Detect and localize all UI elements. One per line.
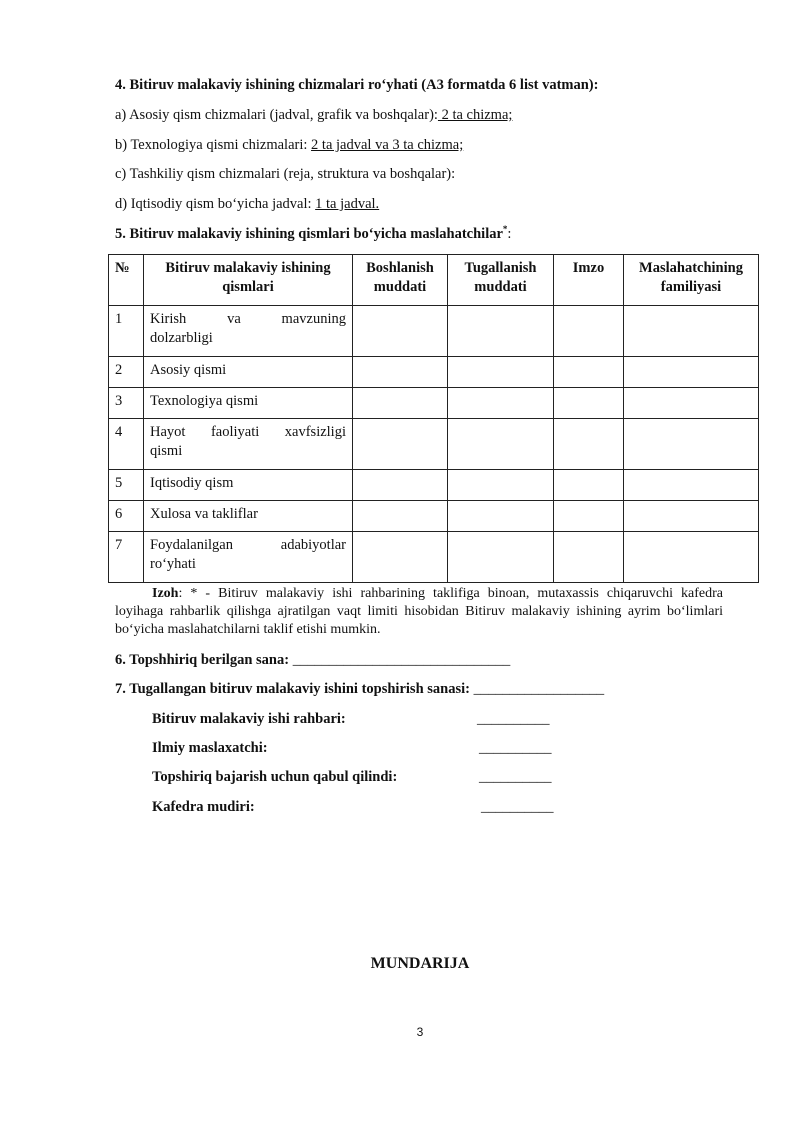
drawing-item-a-value: 2 ta chizma; — [437, 107, 513, 123]
cell-signature[interactable] — [554, 306, 624, 357]
drawing-item-a — [115, 107, 512, 124]
cell-start[interactable] — [353, 357, 448, 388]
signature-blank-head[interactable]: __________ — [481, 799, 554, 815]
footnote-star: * — [502, 224, 508, 235]
cell-start[interactable] — [353, 388, 448, 419]
section5-colon: : — [507, 226, 512, 242]
cell-end[interactable] — [448, 419, 554, 470]
cell-start[interactable] — [353, 501, 448, 532]
note-text: : * - Bitiruv malakaviy ishi rahbarining taklifiga binoan, mutaxassis chiqaruvchi kafedra loyihaga rahbarlik qilishga ajratilgan vaqt limiti hisobidan Bitiruv malakaviy ishining ayrim bo‘limlari bo‘yicha maslahatchilarni taklif etishi mumkin. — [115, 586, 723, 637]
table-row — [109, 306, 759, 357]
section6-line — [115, 652, 510, 669]
drawing-item-c-label: c) Tashkiliy qism chizmalari (reja, struktura va boshqalar): — [115, 166, 456, 182]
cell-consultant[interactable] — [624, 388, 759, 419]
drawing-item-d-value: 1 ta jadval. — [315, 196, 380, 212]
submission-date-blank[interactable]: __________________ — [473, 681, 605, 697]
cell-consultant[interactable] — [624, 501, 759, 532]
header-number: № — [109, 255, 144, 306]
cell-signature[interactable] — [554, 419, 624, 470]
cell-end[interactable] — [448, 388, 554, 419]
row-part: Asosiy qismi — [144, 357, 353, 388]
row-part-line2: qismi — [150, 443, 183, 459]
signature-label-head: Kafedra mudiri: — [152, 799, 255, 815]
header-signature: Imzo — [554, 255, 624, 306]
row-part — [144, 306, 353, 357]
row-number: 1 — [109, 306, 144, 357]
row-part-line1: Hayot faoliyati xavfsizligi — [150, 424, 346, 440]
table-row — [109, 501, 759, 532]
row-number: 3 — [109, 388, 144, 419]
cell-consultant[interactable] — [624, 470, 759, 501]
section5-title — [115, 226, 511, 243]
cell-signature[interactable] — [554, 357, 624, 388]
drawing-item-c — [115, 166, 455, 183]
signature-label-consultant: Ilmiy maslaxatchi: — [152, 740, 268, 756]
signature-label-supervisor: Bitiruv malakaviy ishi rahbari: — [152, 711, 346, 727]
drawing-item-b-label: b) Texnologiya qismi chizmalari: — [115, 137, 312, 153]
cell-end[interactable] — [448, 306, 554, 357]
cell-signature[interactable] — [554, 388, 624, 419]
cell-consultant[interactable] — [624, 306, 759, 357]
cell-signature[interactable] — [554, 501, 624, 532]
row-part: Texnologiya qismi — [144, 388, 353, 419]
section7-title: 7. Tugallangan bitiruv malakaviy ishini topshirish sanasi: — [115, 681, 474, 697]
cell-start[interactable] — [353, 419, 448, 470]
cell-signature[interactable] — [554, 470, 624, 501]
row-part — [144, 532, 353, 583]
drawing-item-b-value: 2 ta jadval va 3 ta chizma; — [311, 137, 464, 153]
contents-heading: MUNDARIJA — [370, 955, 470, 972]
cell-start[interactable] — [353, 532, 448, 583]
row-part-line2: ro‘yhati — [150, 556, 196, 572]
row-number: 2 — [109, 357, 144, 388]
table-row — [109, 388, 759, 419]
cell-start[interactable] — [353, 306, 448, 357]
header-start: Boshlanish muddati — [353, 255, 448, 306]
cell-consultant[interactable] — [624, 419, 759, 470]
signature-blank-accepted[interactable]: __________ — [479, 769, 552, 785]
drawing-item-d-label: d) Iqtisodiy qism bo‘yicha jadval: — [115, 196, 316, 212]
note-label: Izoh — [152, 586, 179, 601]
cell-start[interactable] — [353, 470, 448, 501]
drawing-item-b — [115, 137, 463, 154]
cell-consultant[interactable] — [624, 532, 759, 583]
cell-signature[interactable] — [554, 532, 624, 583]
section7-line — [115, 681, 604, 698]
drawing-item-d — [115, 196, 379, 213]
signature-blank-supervisor[interactable]: __________ — [477, 711, 550, 727]
table-row — [109, 470, 759, 501]
signature-label-accepted: Topshiriq bajarish uchun qabul qilindi: — [152, 769, 398, 785]
table-row — [109, 532, 759, 583]
cell-end[interactable] — [448, 470, 554, 501]
cell-end[interactable] — [448, 532, 554, 583]
table-row — [109, 419, 759, 470]
row-part-line1: Kirish va mavzuning — [150, 311, 346, 327]
row-part: Iqtisodiy qism — [144, 470, 353, 501]
signature-blank-consultant[interactable]: __________ — [479, 740, 552, 756]
issue-date-blank[interactable]: ______________________________ — [292, 652, 511, 668]
table-header-row — [109, 255, 759, 306]
header-part: Bitiruv malakaviy ishining qismlari — [144, 255, 353, 306]
cell-end[interactable] — [448, 501, 554, 532]
header-consultant: Maslahatchining familiyasi — [624, 255, 759, 306]
row-number: 7 — [109, 532, 144, 583]
cell-consultant[interactable] — [624, 357, 759, 388]
drawing-item-a-label: a) Asosiy qism chizmalari (jadval, grafik va boshqalar): — [115, 107, 438, 123]
section4-title: 4. Bitiruv malakaviy ishining chizmalari ro‘yhati (A3 formatda 6 list vatman): — [115, 77, 599, 93]
section5-title-text: 5. Bitiruv malakaviy ishining qismlari bo‘yicha maslahatchilar — [115, 226, 503, 242]
row-part-line2: dolzarbligi — [150, 330, 213, 346]
row-number: 5 — [109, 470, 144, 501]
section6-title: 6. Topshhiriq berilgan sana: — [115, 652, 293, 668]
row-number: 4 — [109, 419, 144, 470]
page-number: 3 — [416, 1025, 424, 1039]
row-part-line1: Foydalanilgan adabiyotlar — [150, 537, 346, 553]
consultants-table — [108, 254, 759, 583]
table-row — [109, 357, 759, 388]
cell-end[interactable] — [448, 357, 554, 388]
row-part: Xulosa va takliflar — [144, 501, 353, 532]
header-end: Tugallanish muddati — [448, 255, 554, 306]
row-number: 6 — [109, 501, 144, 532]
row-part — [144, 419, 353, 470]
footnote-note — [115, 585, 723, 639]
